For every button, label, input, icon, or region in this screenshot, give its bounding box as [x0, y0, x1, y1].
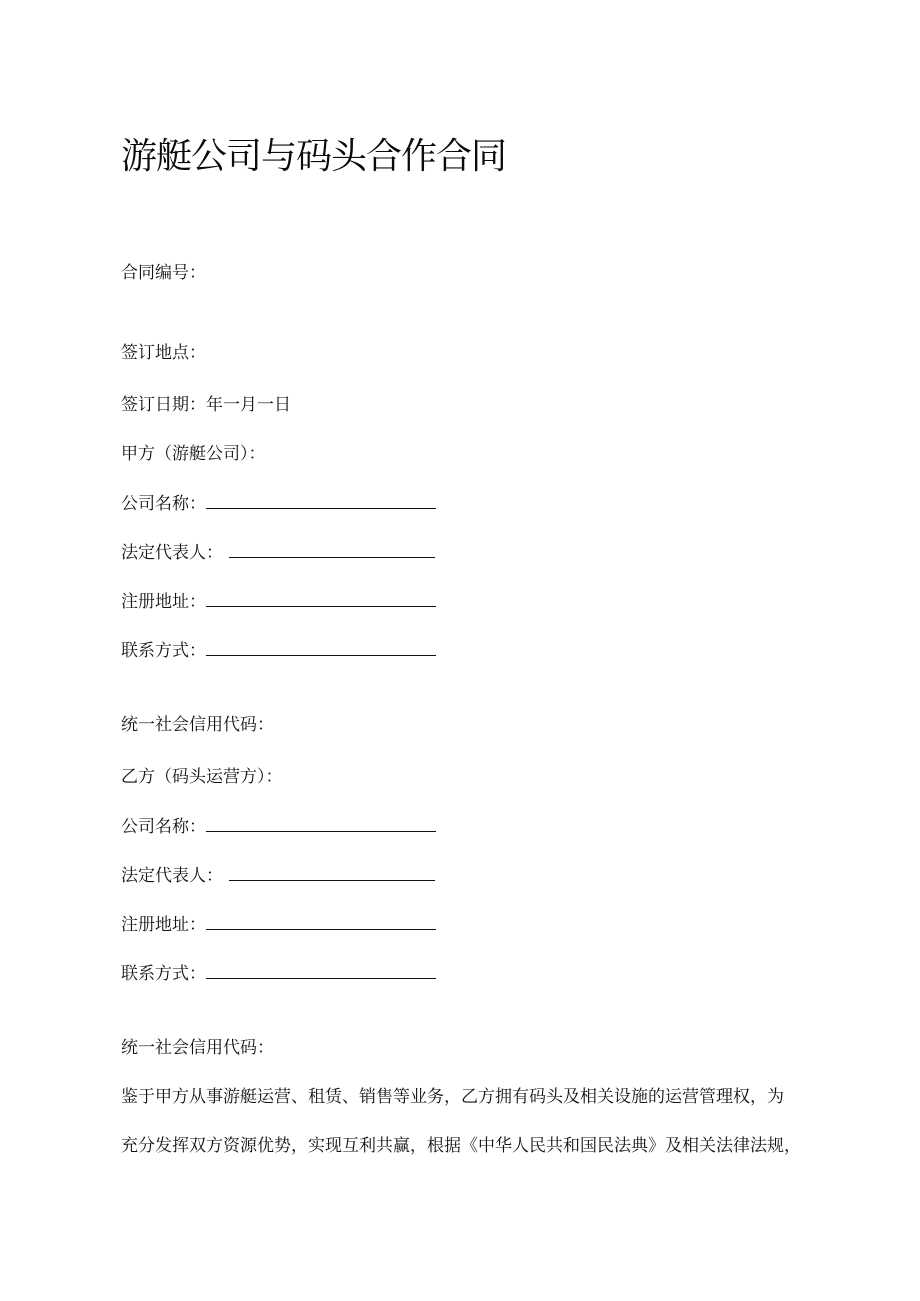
party-b-company-name-label: 公司名称： — [121, 817, 206, 837]
party-b-company-name-blank — [206, 813, 436, 832]
party-a-legal-rep-blank — [229, 539, 435, 558]
party-b-contact-label: 联系方式： — [121, 964, 206, 984]
party-b-contact-row — [121, 960, 436, 987]
party-a-company-name-label: 公司名称： — [121, 494, 206, 514]
party-a-reg-address-blank — [206, 588, 436, 607]
party-b-company-name-row — [121, 813, 436, 840]
party-a-heading: 甲方（游艇公司）： — [121, 444, 266, 464]
party-a-reg-address-row — [121, 588, 436, 615]
party-b-legal-rep-blank — [229, 862, 435, 881]
party-a-contact-label: 联系方式： — [121, 641, 206, 661]
party-b-heading: 乙方（码头运营方）： — [121, 767, 283, 787]
contract-number-label: 合同编号： — [121, 263, 206, 283]
preamble-line-2: 充分发挥双方资源优势，实现互利共赢，根据《中华人民共和国民法典》及相关法律法规， — [121, 1136, 801, 1156]
party-b-legal-rep-label: 法定代表人： — [121, 866, 223, 886]
party-b-reg-address-label: 注册地址： — [121, 915, 206, 935]
party-a-legal-rep-row — [121, 539, 435, 566]
party-b-legal-rep-row — [121, 862, 435, 889]
party-b-contact-blank — [206, 960, 436, 979]
party-a-contact-row — [121, 637, 436, 664]
party-a-credit-code-label: 统一社会信用代码： — [121, 715, 274, 735]
party-a-company-name-row — [121, 490, 436, 517]
party-a-contact-blank — [206, 637, 436, 656]
party-a-legal-rep-label: 法定代表人： — [121, 543, 223, 563]
party-b-reg-address-blank — [206, 911, 436, 930]
sign-place-label: 签订地点： — [121, 343, 206, 363]
page-title: 游艇公司与码头合作合同 — [121, 136, 507, 177]
sign-date-label: 签订日期：年一月一日 — [121, 395, 291, 415]
preamble-line-1: 鉴于甲方从事游艇运营、租赁、销售等业务，乙方拥有码头及相关设施的运营管理权，为 — [121, 1087, 784, 1107]
party-a-reg-address-label: 注册地址： — [121, 592, 206, 612]
party-a-company-name-blank — [206, 490, 436, 509]
party-b-reg-address-row — [121, 911, 436, 938]
party-b-credit-code-label: 统一社会信用代码： — [121, 1038, 274, 1058]
